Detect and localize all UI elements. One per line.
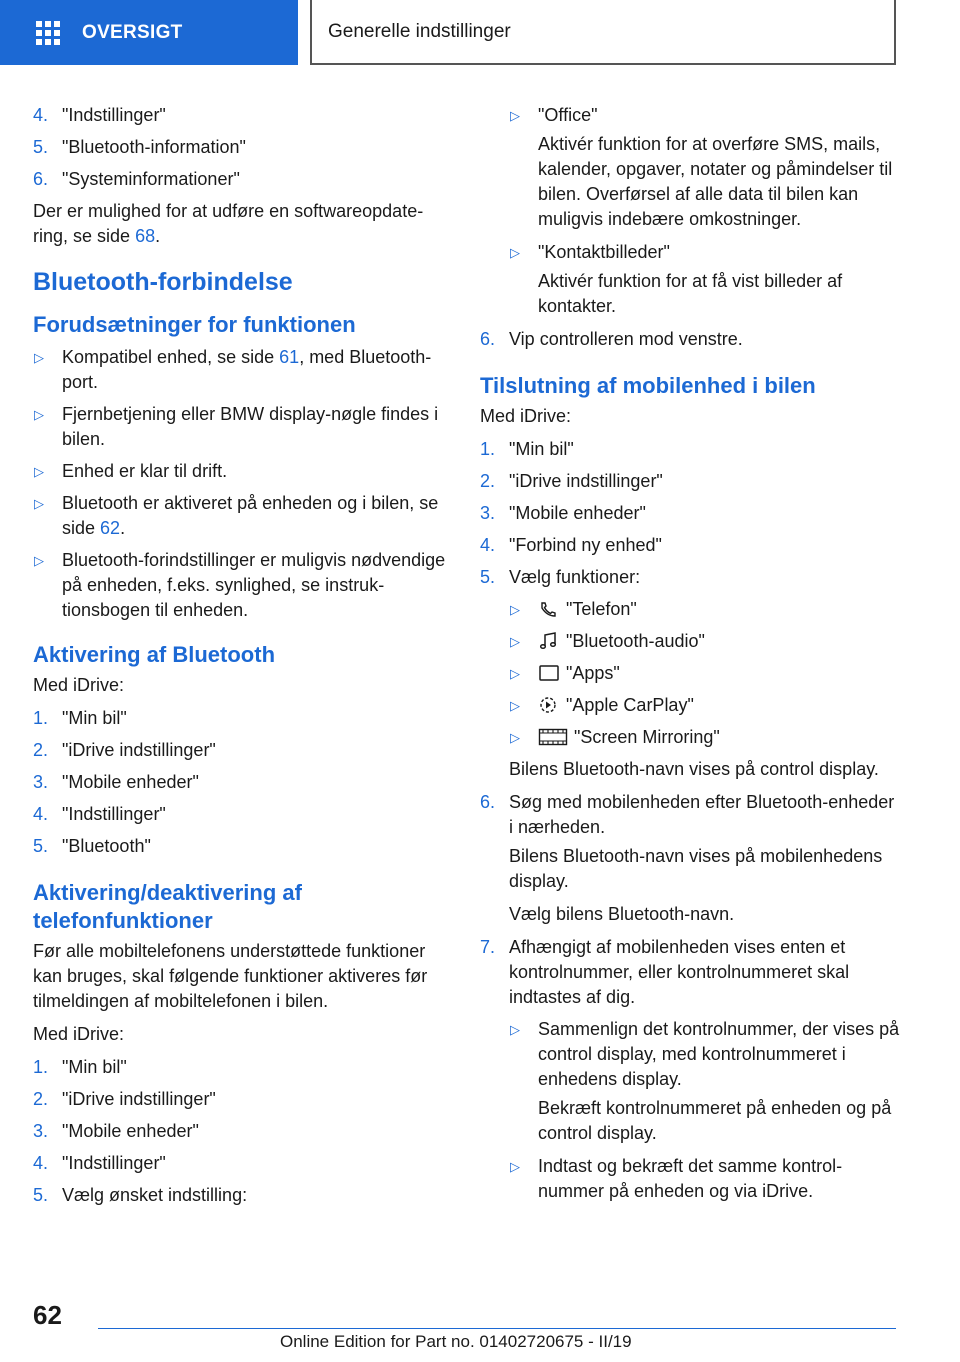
bullet-icon: ▷ — [510, 666, 520, 681]
bullet-icon: ▷ — [510, 1159, 520, 1174]
list-item — [33, 1151, 451, 1176]
item-text: "Systeminformationer" — [62, 169, 240, 189]
phone-intro: Med iDrive: — [33, 1024, 125, 1044]
bullet-icon: ▷ — [510, 245, 520, 260]
item-text: "Indstillinger" — [62, 105, 166, 125]
item-text: "Bluetooth-audio" — [566, 631, 705, 651]
item-text: . — [120, 518, 126, 538]
list-item — [509, 1154, 900, 1204]
function-options — [480, 597, 900, 782]
list-item — [33, 738, 451, 763]
connect-intro: Med iDrive: — [480, 406, 572, 426]
step6-note-1: Bilens Bluetooth-navn vises på mobilenhedens display. — [509, 846, 883, 891]
overview-label: OVERSIGT — [82, 21, 183, 43]
item-text: "Min bil" — [509, 439, 574, 459]
item-text: "iDrive indstillinger" — [509, 471, 663, 491]
list-item — [480, 501, 900, 526]
bt-name-shown-text: Bilens Bluetooth-navn vises på control display. — [509, 759, 879, 779]
bullet-icon: ▷ — [34, 464, 44, 479]
item-text: "Mobile enheder" — [509, 503, 646, 523]
item-number: 1. — [33, 1057, 49, 1077]
item-text: Bluetooth er aktiveret på enheden og i bilen, se side — [62, 493, 439, 538]
item-text: "Bluetooth" — [62, 836, 151, 856]
office-block — [480, 103, 900, 319]
bullet-icon: ▷ — [34, 553, 44, 568]
bullet-icon: ▷ — [510, 698, 520, 713]
item-text: "iDrive indstillinger" — [62, 1089, 216, 1109]
item-text: , med Bluetooth-port. — [62, 347, 432, 392]
list-item — [33, 345, 451, 395]
office-description: Aktivér funktion for at overføre SMS, mails, kalender, opgaver, notater og påmindelser til bilen. Overførsel af alle data til bilen kan muligvis indebære omkostninger. — [538, 134, 893, 229]
list-item — [33, 459, 451, 484]
list-item — [509, 629, 900, 654]
step7-options — [480, 1017, 900, 1204]
bullet-icon: ▷ — [510, 108, 520, 123]
item-number: 4. — [480, 535, 496, 555]
contact-description: Aktivér funktion for at få vist billeder af kontakter. — [538, 271, 843, 316]
bullet-icon: ▷ — [510, 730, 520, 745]
item-number: 5. — [33, 1185, 49, 1205]
list-item — [33, 103, 451, 128]
list-item — [509, 240, 900, 265]
item-number: 3. — [480, 503, 496, 523]
bullet-icon: ▷ — [34, 350, 44, 365]
list-item — [509, 693, 900, 718]
item-number: 7. — [480, 937, 496, 957]
list-item — [33, 834, 451, 859]
item-text: Vælg ønsket indstilling: — [62, 1185, 248, 1205]
item-number: 2. — [33, 1089, 49, 1109]
item-text: "Office" — [538, 105, 598, 125]
bullet-icon: ▷ — [510, 634, 520, 649]
item-text: "Min bil" — [62, 708, 127, 728]
item-number: 1. — [33, 708, 49, 728]
left-column — [33, 103, 451, 1215]
item-text: "iDrive indstillinger" — [62, 740, 216, 760]
item-text: Søg med mobilenheden efter Bluetooth-enheder i nærheden. — [509, 792, 895, 837]
list-item — [480, 565, 900, 590]
list-item — [33, 1055, 451, 1080]
right-column — [480, 103, 900, 1211]
item-text: "Forbind ny enhed" — [509, 535, 662, 555]
step7-confirm-text: Bekræft kontrolnummeret på enheden og på control display. — [538, 1098, 892, 1143]
page-link-62[interactable]: 62 — [100, 518, 121, 538]
list-item — [480, 327, 900, 352]
section-title: Generelle indstillinger — [328, 20, 511, 42]
item-text: "Apps" — [566, 663, 620, 683]
update-end: . — [155, 226, 161, 246]
list-item — [33, 167, 451, 192]
music-note-icon — [538, 632, 560, 650]
list-item — [480, 533, 900, 558]
item-text: "Bluetooth-information" — [62, 137, 246, 157]
phone-icon — [538, 600, 560, 618]
list-item — [33, 1087, 451, 1112]
item-text: Kompatibel enhed, se side — [62, 347, 280, 367]
list-item — [33, 706, 451, 731]
list-item — [509, 725, 900, 750]
list-item — [33, 802, 451, 827]
list-item — [33, 770, 451, 795]
item-text: "Indstillinger" — [62, 804, 166, 824]
item-text: "Min bil" — [62, 1057, 127, 1077]
overview-nav-button[interactable] — [0, 0, 298, 65]
item-text: Vip controlleren mod venstre. — [509, 329, 743, 349]
list-item — [33, 1183, 451, 1208]
item-text: "Kontaktbilleder" — [538, 242, 670, 262]
item-number: 4. — [33, 804, 49, 824]
item-number: 6. — [480, 329, 496, 349]
item-text: Vælg funktioner: — [509, 567, 641, 587]
list-item — [33, 491, 451, 541]
footer-divider — [98, 1328, 896, 1329]
bullet-icon: ▷ — [34, 407, 44, 422]
list-item — [509, 661, 900, 686]
heading-phone-functions: Aktivering/deaktivering af telefonfunktioner — [33, 880, 302, 933]
page-number: 62 — [33, 1300, 62, 1330]
list-item — [509, 1017, 900, 1092]
item-text: Afhængigt af mobilenheden vises enten et kontrolnummer, eller kontrolnummeret skal indtastes af dig. — [509, 937, 850, 1007]
phone-functions-paragraph: Før alle mobiltelefonens understøttede funktioner kan bruges, skal følgende funktioner aktiveres før tilmeldingen af mobiltelefonen i bilen. — [33, 941, 428, 1011]
grid-menu-icon — [36, 21, 60, 45]
item-number: 5. — [480, 567, 496, 587]
item-text: Sammenlign det kontrolnummer, der vises på control display, med kontrolnummeret i enhedens display. — [538, 1019, 900, 1089]
activate-intro: Med iDrive: — [33, 675, 125, 695]
bullet-icon: ▷ — [510, 602, 520, 617]
item-number: 2. — [33, 740, 49, 760]
bullet-icon: ▷ — [34, 496, 44, 511]
item-text: Fjernbetjening eller BMW display-nøgle findes i bilen. — [62, 404, 439, 449]
item-text: "Apple CarPlay" — [566, 695, 694, 715]
item-number: 4. — [33, 1153, 49, 1173]
item-number: 6. — [33, 169, 49, 189]
item-text: "Mobile enheder" — [62, 772, 199, 792]
list-item — [480, 469, 900, 494]
item-text: "Telefon" — [566, 599, 637, 619]
item-text: Enhed er klar til drift. — [62, 461, 228, 481]
item-number: 4. — [33, 105, 49, 125]
list-item — [480, 935, 900, 1010]
item-number: 5. — [33, 836, 49, 856]
play-circle-icon — [538, 696, 560, 714]
list-item — [33, 402, 451, 452]
page-link-61[interactable]: 61 — [279, 347, 300, 367]
list-item — [480, 437, 900, 462]
item-number: 1. — [480, 439, 496, 459]
apps-icon — [538, 664, 560, 682]
item-text: "Screen Mirroring" — [574, 727, 720, 747]
item-text: Indtast og bekræft det samme kontrolnummer på enheden og via iDrive. — [538, 1156, 843, 1201]
list-item — [33, 1119, 451, 1144]
heading-prerequisites: Forudsætninger for funktionen — [33, 312, 356, 337]
bullet-icon: ▷ — [510, 1022, 520, 1037]
item-text: "Mobile enheder" — [62, 1121, 199, 1141]
section-title-tab — [310, 0, 896, 65]
list-item — [509, 597, 900, 622]
heading-bluetooth-connection: Bluetooth-forbindelse — [33, 268, 293, 296]
update-text: Der er mulighed for at udføre en softwareopdatering, se side — [33, 201, 424, 246]
item-text: Bluetooth-forindstillinger er muligvis nødvendige på enheden, f.eks. synlighed, se instruktionsbogen til enheden. — [62, 550, 446, 620]
edition-text: Online Edition for Part no. 01402720675 - II/19 — [280, 1332, 632, 1351]
step6-note-2: Vælg bilens Bluetooth-navn. — [509, 904, 735, 924]
heading-activate-bluetooth: Aktivering af Bluetooth — [33, 642, 276, 667]
page-link-68[interactable]: 68 — [135, 226, 156, 246]
list-item — [509, 103, 900, 128]
item-number: 3. — [33, 1121, 49, 1141]
screen-mirroring-icon — [538, 728, 568, 746]
list-item — [33, 135, 451, 160]
heading-connect-device: Tilslutning af mobilenhed i bilen — [480, 373, 816, 398]
item-number: 6. — [480, 792, 496, 812]
list-item — [33, 548, 451, 623]
list-item — [480, 790, 900, 840]
item-number: 2. — [480, 471, 496, 491]
update-paragraph — [33, 199, 451, 249]
item-number: 3. — [33, 772, 49, 792]
item-text: "Indstillinger" — [62, 1153, 166, 1173]
item-number: 5. — [33, 137, 49, 157]
